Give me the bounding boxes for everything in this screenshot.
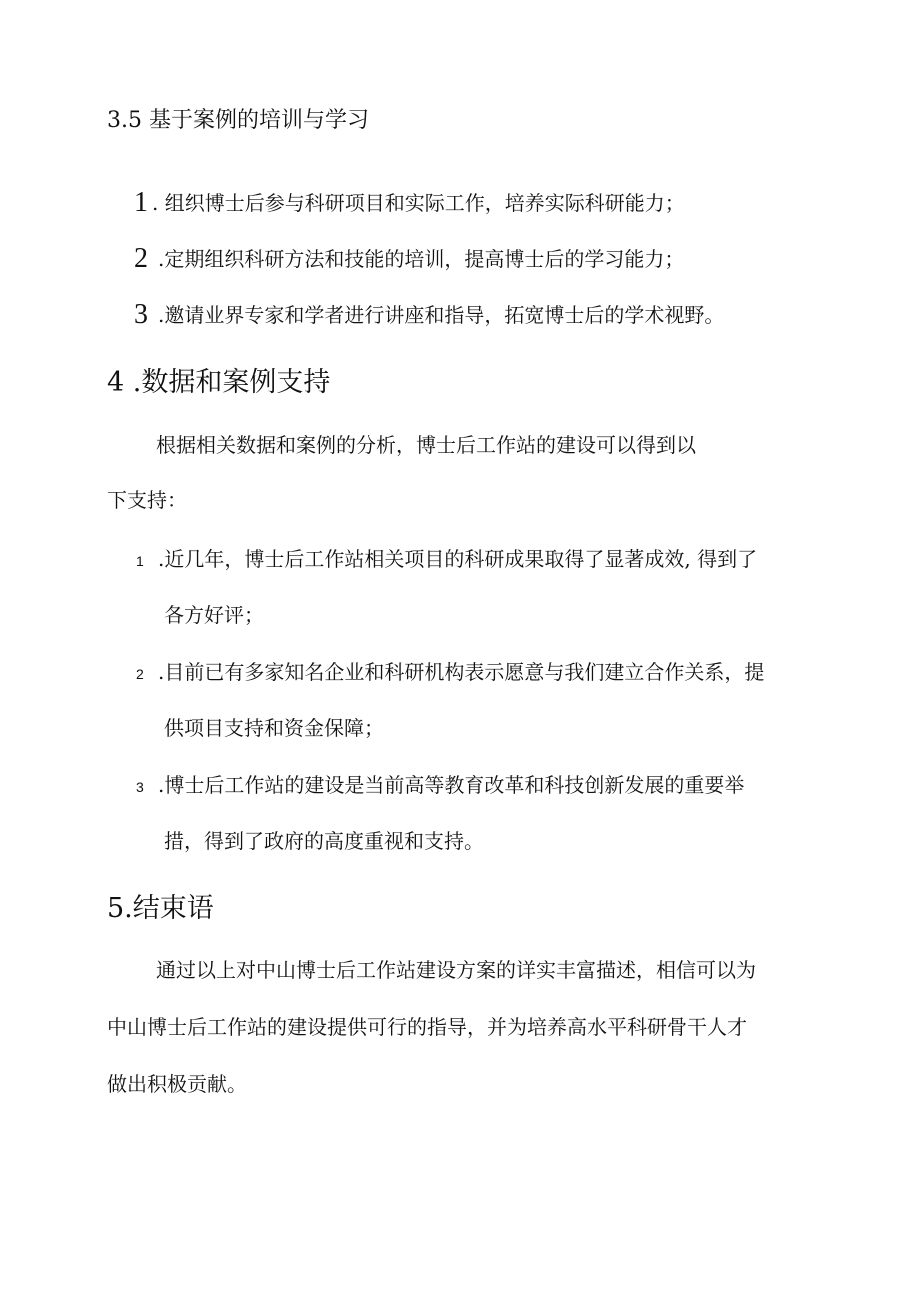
list-item-text-continued: 措，得到了政府的高度重视和支持。 [164, 829, 484, 853]
list-item-text: .目前已有多家知名企业和科研机构表示愿意与我们建立合作关系，提 [158, 660, 765, 684]
list-item-text: .邀请业界专家和学者进行讲座和指导，拓宽博士后的学术视野。 [158, 303, 725, 327]
list-item-number: 1 [134, 187, 148, 218]
list-item-text: . 组织博士后参与科研项目和实际工作，培养实际科研能力； [152, 191, 685, 215]
list-item-number: 2 [134, 243, 148, 274]
list-item-text-continued: 供项目支持和资金保障； [164, 716, 384, 740]
list-item-text: .定期组织科研方法和技能的培训，提高博士后的学习能力； [158, 247, 685, 271]
list-item-number: 3 [136, 779, 144, 795]
paragraph-line: 中山博士后工作站的建设提供可行的指导，并为培养高水平科研骨干人才 [107, 1015, 747, 1039]
section-5-heading: 5.结束语 [107, 893, 214, 924]
list-item-number: 1 [136, 553, 144, 569]
paragraph-line: 根据相关数据和案例的分析，博士后工作站的建设可以得到以 [156, 433, 696, 457]
paragraph-line: 下支持： [107, 488, 187, 512]
list-item-number: 3 [134, 299, 148, 330]
list-item-text: .博士后工作站的建设是当前高等教育改革和科技创新发展的重要举 [158, 773, 745, 797]
list-item-number: 2 [136, 666, 144, 682]
paragraph-line: 通过以上对中山博士后工作站建设方案的详实丰富描述，相信可以为 [156, 958, 756, 982]
paragraph-line: 做出积极贡献。 [107, 1072, 247, 1096]
list-item-text-continued: 各方好评； [164, 603, 264, 627]
list-item-text: .近几年，博士后工作站相关项目的科研成果取得了显著成效, 得到了 [158, 547, 758, 571]
section-3-5-heading: 3.5 基于案例的培训与学习 [107, 108, 369, 133]
section-4-heading: 4 .数据和案例支持 [107, 367, 331, 398]
